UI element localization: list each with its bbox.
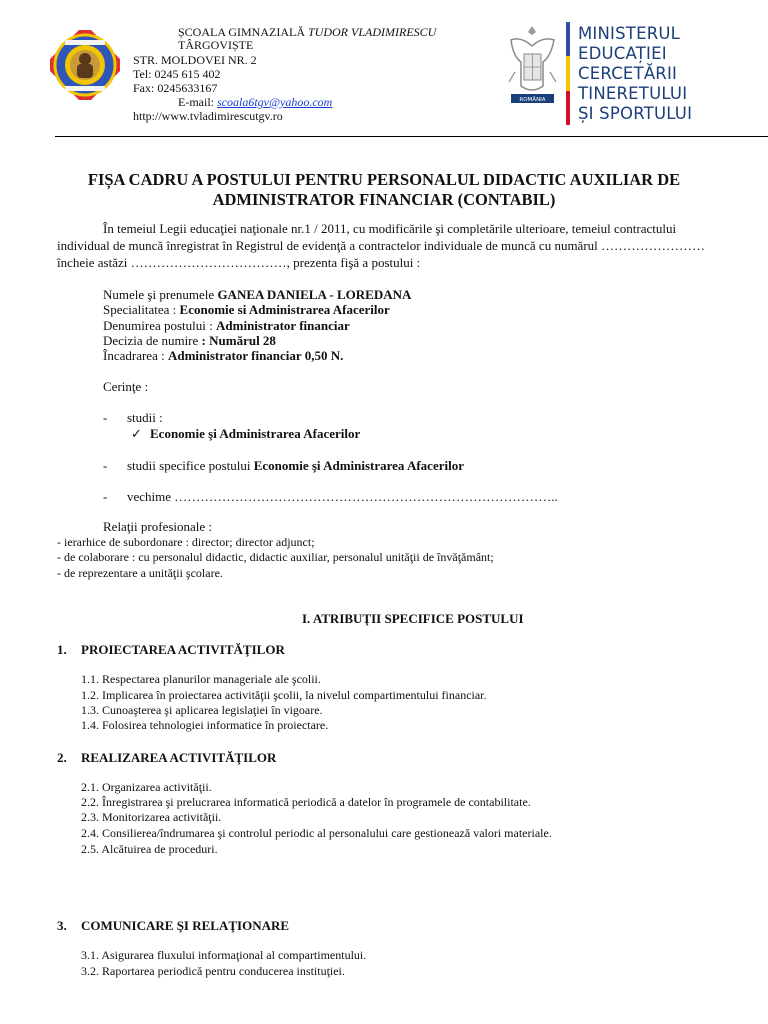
field-name-value: GANEA DANIELA - LOREDANA (217, 287, 412, 302)
intro-line-1: În temeiul Legii educaţiei naţionale nr.1 / 2011, cu modificările şi completările ulterioare, temeiul contractului (103, 221, 677, 236)
section-2-heading: REALIZAREA ACTIVITĂŢILOR (81, 750, 277, 765)
specific-studies-label: studii specifice postului (127, 458, 254, 473)
relations-item: - ierarhice de subordonare : director; director adjunct; (57, 535, 315, 549)
school-city: TÂRGOVIȘTE (178, 38, 254, 52)
specific-studies-dash: - (103, 458, 108, 473)
ministry-line-4: TINERETULUI (578, 84, 688, 103)
field-specialty-value: Economie si Administrarea Afacerilor (179, 302, 390, 317)
seniority-label: vechime (127, 489, 172, 504)
section-item: 1.2. Implicarea în proiectarea activităţii şcolii, la nivelul compartimentului financiar. (81, 688, 487, 702)
field-specialty (103, 302, 390, 318)
section-item: 2.1. Organizarea activităţii. (81, 780, 212, 794)
intro-line-3: încheie astăzi ………………………………, prezenta fişă a postului : (57, 255, 421, 270)
romania-crest-icon (505, 22, 560, 114)
school-street: STR. MOLDOVEI NR. 2 (133, 53, 257, 67)
section-item: 1.4. Folosirea tehnologiei informatice în proiectare. (81, 718, 329, 732)
intro-line-2: individual de muncă înregistrat în Registrul de evidenţă a contractelor individuale de muncă cu numărul …………………… (57, 238, 706, 253)
field-name-label: Numele şi prenumele (103, 287, 218, 302)
field-employment-label: Încadrarea : (103, 348, 168, 363)
ministry-line-2: EDUCAȚIEI (578, 44, 667, 63)
ministry-flag-bars (566, 22, 570, 125)
header-divider (55, 136, 768, 137)
section-item: 1.3. Cunoaşterea şi aplicarea legislaţiei în vigoare. (81, 703, 323, 717)
studies-label: studii : (127, 410, 163, 425)
section-item: 3.2. Raportarea periodică pentru conducerea instituţiei. (81, 964, 345, 978)
field-name (103, 287, 411, 303)
studies-value: Economie şi Administrarea Afacerilor (150, 426, 361, 441)
email-label: E-mail: (178, 95, 217, 109)
studies-dash: - (103, 410, 108, 425)
field-post-name-value: Administrator financiar (216, 318, 350, 333)
section-3-heading: COMUNICARE ŞI RELAŢIONARE (81, 918, 290, 933)
seniority (127, 489, 558, 505)
field-employment-value: Administrator financiar 0,50 N. (167, 348, 344, 363)
section-1-number: 1. (57, 642, 67, 657)
requirements-heading: Cerinţe : (103, 379, 149, 394)
email-link[interactable]: scoala6tgv@yahoo.com (217, 95, 333, 109)
school-tel: Tel: 0245 615 402 (133, 67, 221, 81)
field-decision-value: : Numărul 28 (201, 333, 276, 348)
school-fax: Fax: 0245633167 (133, 81, 218, 95)
relations-item: - de colaborare : cu personalul didactic, didactic auxiliar, personalul unităţii de învăţământ; (57, 550, 494, 564)
ministry-line-1: MINISTERUL (578, 24, 681, 43)
field-employment (103, 348, 343, 364)
crest-caption: ROMÂNIA (519, 97, 546, 103)
document-title-line-2: ADMINISTRATOR FINANCIAR (CONTABIL) (212, 190, 556, 209)
relations-heading: Relaţii profesionale : (103, 519, 213, 534)
field-specialty-label: Specialitatea : (103, 302, 180, 317)
ministry-line-5: ȘI SPORTULUI (578, 104, 693, 123)
school-name-italic: TUDOR VLADIMIRESCU (308, 25, 437, 39)
seniority-dots: …………………………………………………………………………….. (174, 489, 558, 504)
seniority-dash: - (103, 489, 108, 504)
ministry-line-3: CERCETĂRII (578, 64, 678, 83)
section-3-number: 3. (57, 918, 67, 933)
section-item: 2.5. Alcătuirea de proceduri. (81, 842, 218, 856)
section-item: 2.3. Monitorizarea activităţii. (81, 810, 222, 824)
section-title: I. ATRIBUŢII SPECIFICE POSTULUI (302, 611, 524, 626)
section-1-heading: PROIECTAREA ACTIVITĂŢILOR (81, 642, 285, 657)
section-item: 2.4. Consilierea/îndrumarea şi controlul periodic al personalului care gestionează valori materiale. (81, 826, 552, 840)
section-item: 1.1. Respectarea planurilor manageriale ale şcolii. (81, 672, 321, 686)
field-decision (103, 333, 276, 349)
section-item: 2.2. Înregistrarea şi prelucrarea informatică periodică a datelor în programele de contabilitate. (81, 795, 531, 809)
check-icon: ✓ (131, 426, 142, 441)
specific-studies-value: Economie şi Administrarea Afacerilor (253, 458, 464, 473)
school-name (178, 25, 436, 39)
school-name-prefix: ȘCOALA GIMNAZIALĂ (178, 25, 308, 39)
field-post-name (103, 318, 350, 334)
school-email (178, 95, 332, 109)
section-2-number: 2. (57, 750, 67, 765)
field-decision-label: Decizia de numire (103, 333, 202, 348)
field-post-name-label: Denumirea postului : (103, 318, 217, 333)
section-item: 3.1. Asigurarea fluxului informaţional al compartimentului. (81, 948, 367, 962)
relations-item: - de reprezentare a unităţii şcolare. (57, 566, 223, 580)
school-website[interactable]: http://www.tvladimirescutgv.ro (133, 109, 283, 123)
school-logo (50, 30, 120, 100)
specific-studies (127, 458, 464, 474)
document-title-line-1: FIȘA CADRU A POSTULUI PENTRU PERSONALUL DIDACTIC AUXILIAR DE (87, 170, 681, 189)
